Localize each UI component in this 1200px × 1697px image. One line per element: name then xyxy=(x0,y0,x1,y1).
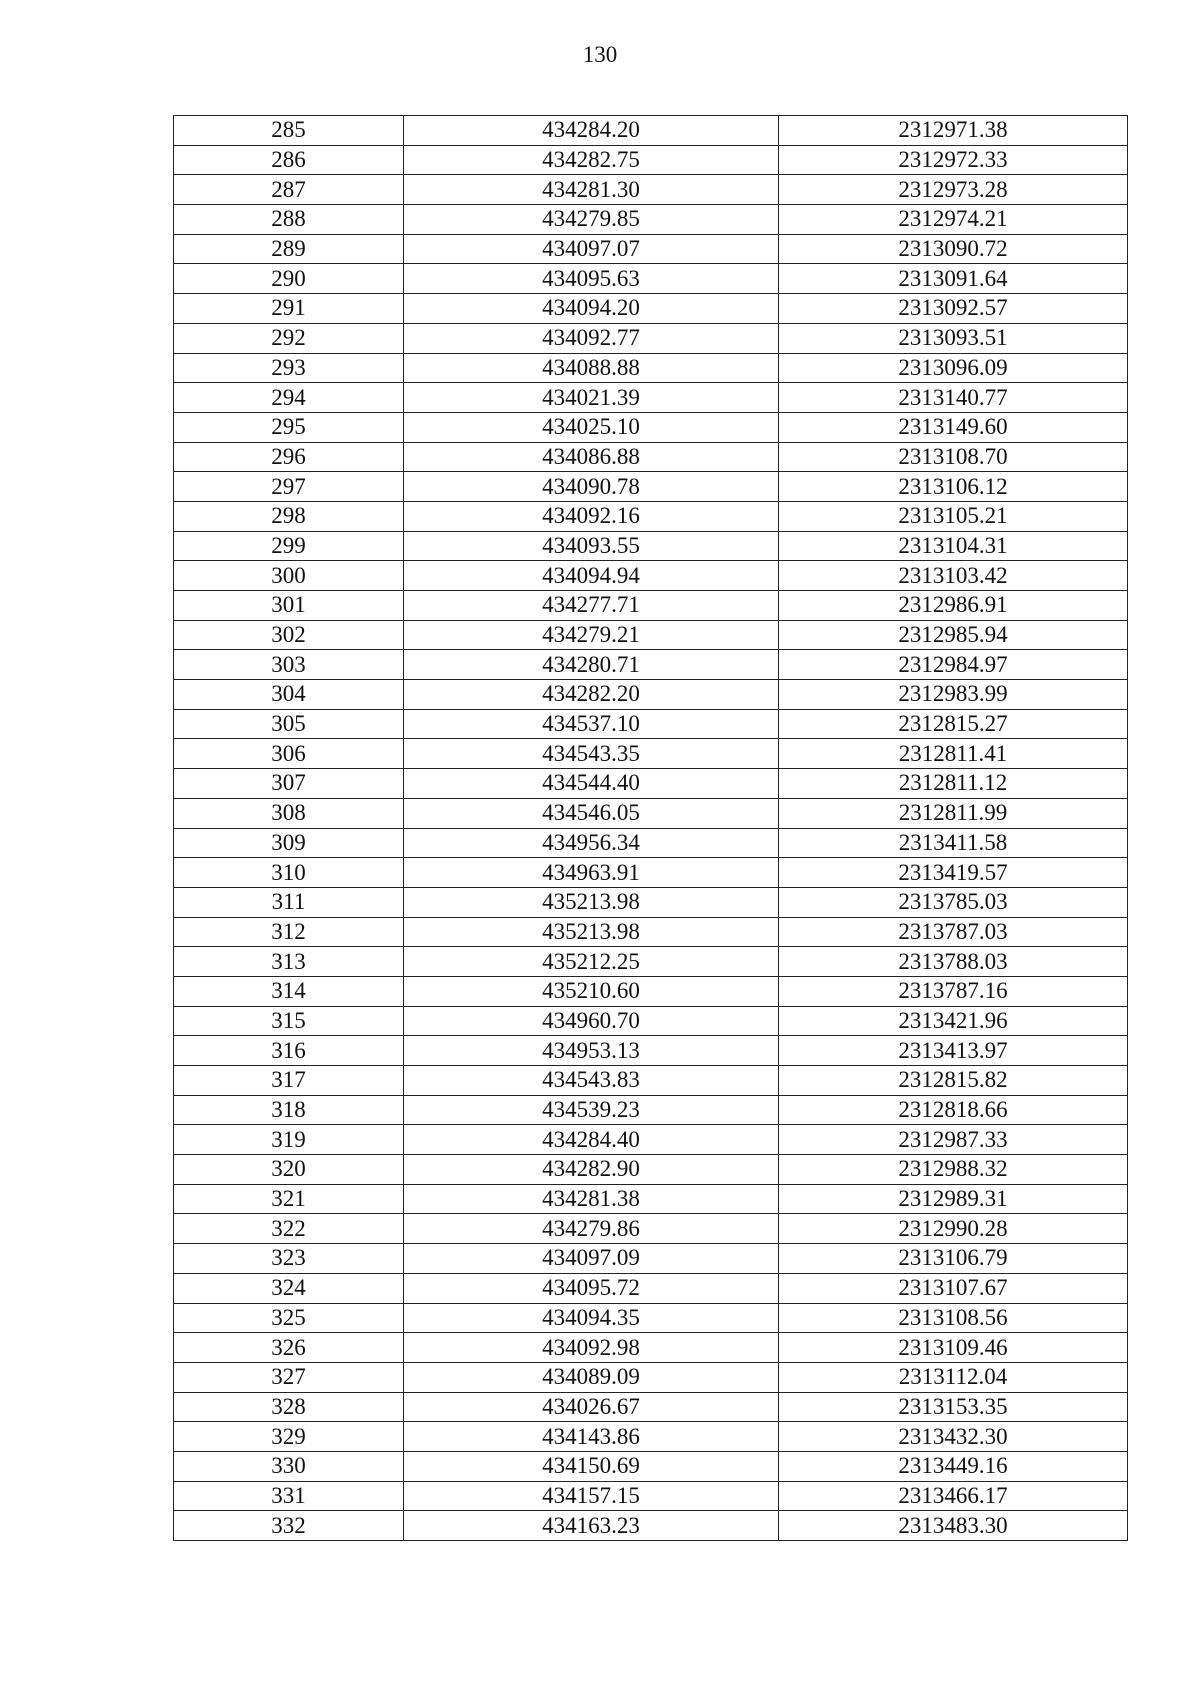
point-number-cell: 318 xyxy=(174,1095,404,1125)
y-coordinate-cell: 2313105.21 xyxy=(779,501,1128,531)
x-coordinate-cell: 434092.77 xyxy=(404,323,779,353)
y-coordinate-cell: 2313104.31 xyxy=(779,531,1128,561)
x-coordinate-cell: 434086.88 xyxy=(404,442,779,472)
point-number-cell: 293 xyxy=(174,353,404,383)
x-coordinate-cell: 434546.05 xyxy=(404,798,779,828)
x-coordinate-cell: 434963.91 xyxy=(404,858,779,888)
table-row xyxy=(174,1362,1128,1392)
table-row xyxy=(174,887,1128,917)
y-coordinate-cell: 2312986.91 xyxy=(779,591,1128,621)
x-coordinate-cell: 434960.70 xyxy=(404,1006,779,1036)
table-row xyxy=(174,1066,1128,1096)
x-coordinate-cell: 434282.75 xyxy=(404,145,779,175)
table-row xyxy=(174,294,1128,324)
x-coordinate-cell: 434281.30 xyxy=(404,175,779,205)
point-number-cell: 305 xyxy=(174,709,404,739)
x-coordinate-cell: 434279.21 xyxy=(404,620,779,650)
point-number-cell: 285 xyxy=(174,116,404,146)
table-row xyxy=(174,383,1128,413)
y-coordinate-cell: 2312988.32 xyxy=(779,1155,1128,1185)
x-coordinate-cell: 434088.88 xyxy=(404,353,779,383)
coordinate-table-body xyxy=(174,116,1128,1541)
y-coordinate-cell: 2313112.04 xyxy=(779,1362,1128,1392)
table-row xyxy=(174,680,1128,710)
x-coordinate-cell: 434090.78 xyxy=(404,472,779,502)
table-row xyxy=(174,620,1128,650)
table-row xyxy=(174,917,1128,947)
table-row xyxy=(174,1303,1128,1333)
point-number-cell: 299 xyxy=(174,531,404,561)
x-coordinate-cell: 434284.20 xyxy=(404,116,779,146)
point-number-cell: 302 xyxy=(174,620,404,650)
x-coordinate-cell: 435210.60 xyxy=(404,976,779,1006)
y-coordinate-cell: 2312973.28 xyxy=(779,175,1128,205)
x-coordinate-cell: 434094.94 xyxy=(404,561,779,591)
table-row xyxy=(174,234,1128,264)
y-coordinate-cell: 2313153.35 xyxy=(779,1392,1128,1422)
table-row xyxy=(174,1273,1128,1303)
y-coordinate-cell: 2312972.33 xyxy=(779,145,1128,175)
y-coordinate-cell: 2312815.82 xyxy=(779,1066,1128,1096)
table-row xyxy=(174,1451,1128,1481)
y-coordinate-cell: 2313466.17 xyxy=(779,1481,1128,1511)
y-coordinate-cell: 2313093.51 xyxy=(779,323,1128,353)
point-number-cell: 310 xyxy=(174,858,404,888)
point-number-cell: 294 xyxy=(174,383,404,413)
point-number-cell: 288 xyxy=(174,205,404,235)
x-coordinate-cell: 435212.25 xyxy=(404,947,779,977)
y-coordinate-cell: 2313096.09 xyxy=(779,353,1128,383)
y-coordinate-cell: 2312974.21 xyxy=(779,205,1128,235)
y-coordinate-cell: 2313091.64 xyxy=(779,264,1128,294)
table-row xyxy=(174,264,1128,294)
x-coordinate-cell: 434093.55 xyxy=(404,531,779,561)
table-row xyxy=(174,1155,1128,1185)
table-row xyxy=(174,353,1128,383)
x-coordinate-cell: 434094.35 xyxy=(404,1303,779,1333)
point-number-cell: 321 xyxy=(174,1184,404,1214)
point-number-cell: 324 xyxy=(174,1273,404,1303)
table-row xyxy=(174,175,1128,205)
point-number-cell: 289 xyxy=(174,234,404,264)
table-row xyxy=(174,709,1128,739)
point-number-cell: 322 xyxy=(174,1214,404,1244)
point-number-cell: 301 xyxy=(174,591,404,621)
y-coordinate-cell: 2313787.16 xyxy=(779,976,1128,1006)
point-number-cell: 316 xyxy=(174,1036,404,1066)
point-number-cell: 290 xyxy=(174,264,404,294)
y-coordinate-cell: 2313785.03 xyxy=(779,887,1128,917)
x-coordinate-cell: 434092.98 xyxy=(404,1333,779,1363)
table-row xyxy=(174,412,1128,442)
table-row xyxy=(174,205,1128,235)
x-coordinate-cell: 434150.69 xyxy=(404,1451,779,1481)
point-number-cell: 307 xyxy=(174,769,404,799)
x-coordinate-cell: 434277.71 xyxy=(404,591,779,621)
y-coordinate-cell: 2312811.41 xyxy=(779,739,1128,769)
table-row xyxy=(174,1006,1128,1036)
table-row xyxy=(174,650,1128,680)
point-number-cell: 304 xyxy=(174,680,404,710)
point-number-cell: 328 xyxy=(174,1392,404,1422)
point-number-cell: 313 xyxy=(174,947,404,977)
x-coordinate-cell: 434956.34 xyxy=(404,828,779,858)
point-number-cell: 320 xyxy=(174,1155,404,1185)
point-number-cell: 287 xyxy=(174,175,404,205)
page-number: 130 xyxy=(582,42,618,67)
x-coordinate-cell: 434281.38 xyxy=(404,1184,779,1214)
table-row xyxy=(174,145,1128,175)
point-number-cell: 292 xyxy=(174,323,404,353)
x-coordinate-cell: 434143.86 xyxy=(404,1422,779,1452)
y-coordinate-cell: 2313432.30 xyxy=(779,1422,1128,1452)
y-coordinate-cell: 2312990.28 xyxy=(779,1214,1128,1244)
y-coordinate-cell: 2313149.60 xyxy=(779,412,1128,442)
point-number-cell: 295 xyxy=(174,412,404,442)
x-coordinate-cell: 434284.40 xyxy=(404,1125,779,1155)
x-coordinate-cell: 434543.83 xyxy=(404,1066,779,1096)
point-number-cell: 331 xyxy=(174,1481,404,1511)
y-coordinate-cell: 2313140.77 xyxy=(779,383,1128,413)
x-coordinate-cell: 434279.86 xyxy=(404,1214,779,1244)
point-number-cell: 326 xyxy=(174,1333,404,1363)
y-coordinate-cell: 2312811.99 xyxy=(779,798,1128,828)
table-row xyxy=(174,828,1128,858)
point-number-cell: 317 xyxy=(174,1066,404,1096)
y-coordinate-cell: 2312983.99 xyxy=(779,680,1128,710)
table-row xyxy=(174,1036,1128,1066)
table-row xyxy=(174,769,1128,799)
y-coordinate-cell: 2313090.72 xyxy=(779,234,1128,264)
point-number-cell: 332 xyxy=(174,1511,404,1541)
table-row xyxy=(174,858,1128,888)
point-number-cell: 298 xyxy=(174,501,404,531)
y-coordinate-cell: 2312984.97 xyxy=(779,650,1128,680)
y-coordinate-cell: 2313108.70 xyxy=(779,442,1128,472)
point-number-cell: 300 xyxy=(174,561,404,591)
y-coordinate-cell: 2313109.46 xyxy=(779,1333,1128,1363)
point-number-cell: 315 xyxy=(174,1006,404,1036)
point-number-cell: 306 xyxy=(174,739,404,769)
x-coordinate-cell: 434282.20 xyxy=(404,680,779,710)
table-row xyxy=(174,116,1128,146)
point-number-cell: 311 xyxy=(174,887,404,917)
y-coordinate-cell: 2313787.03 xyxy=(779,917,1128,947)
table-row xyxy=(174,472,1128,502)
table-row xyxy=(174,1422,1128,1452)
table-row xyxy=(174,591,1128,621)
y-coordinate-cell: 2313788.03 xyxy=(779,947,1128,977)
y-coordinate-cell: 2313107.67 xyxy=(779,1273,1128,1303)
table-row xyxy=(174,442,1128,472)
y-coordinate-cell: 2313092.57 xyxy=(779,294,1128,324)
x-coordinate-cell: 434544.40 xyxy=(404,769,779,799)
point-number-cell: 309 xyxy=(174,828,404,858)
y-coordinate-cell: 2313108.56 xyxy=(779,1303,1128,1333)
table-row xyxy=(174,561,1128,591)
x-coordinate-cell: 435213.98 xyxy=(404,887,779,917)
table-row xyxy=(174,1333,1128,1363)
x-coordinate-cell: 434025.10 xyxy=(404,412,779,442)
y-coordinate-cell: 2313419.57 xyxy=(779,858,1128,888)
x-coordinate-cell: 434095.63 xyxy=(404,264,779,294)
table-row xyxy=(174,1392,1128,1422)
point-number-cell: 325 xyxy=(174,1303,404,1333)
x-coordinate-cell: 434953.13 xyxy=(404,1036,779,1066)
point-number-cell: 312 xyxy=(174,917,404,947)
table-row xyxy=(174,798,1128,828)
x-coordinate-cell: 434539.23 xyxy=(404,1095,779,1125)
y-coordinate-cell: 2313413.97 xyxy=(779,1036,1128,1066)
x-coordinate-cell: 435213.98 xyxy=(404,917,779,947)
point-number-cell: 319 xyxy=(174,1125,404,1155)
y-coordinate-cell: 2312818.66 xyxy=(779,1095,1128,1125)
point-number-cell: 297 xyxy=(174,472,404,502)
table-row xyxy=(174,1244,1128,1274)
point-number-cell: 314 xyxy=(174,976,404,1006)
x-coordinate-cell: 434089.09 xyxy=(404,1362,779,1392)
table-row xyxy=(174,1184,1128,1214)
y-coordinate-cell: 2313449.16 xyxy=(779,1451,1128,1481)
table-row xyxy=(174,1511,1128,1541)
coordinate-table xyxy=(173,115,1128,1541)
y-coordinate-cell: 2313411.58 xyxy=(779,828,1128,858)
x-coordinate-cell: 434543.35 xyxy=(404,739,779,769)
x-coordinate-cell: 434280.71 xyxy=(404,650,779,680)
table-row xyxy=(174,323,1128,353)
point-number-cell: 286 xyxy=(174,145,404,175)
x-coordinate-cell: 434157.15 xyxy=(404,1481,779,1511)
y-coordinate-cell: 2312971.38 xyxy=(779,116,1128,146)
x-coordinate-cell: 434097.09 xyxy=(404,1244,779,1274)
table-row xyxy=(174,1214,1128,1244)
y-coordinate-cell: 2313106.79 xyxy=(779,1244,1128,1274)
x-coordinate-cell: 434026.67 xyxy=(404,1392,779,1422)
table-row xyxy=(174,1095,1128,1125)
point-number-cell: 330 xyxy=(174,1451,404,1481)
point-number-cell: 308 xyxy=(174,798,404,828)
x-coordinate-cell: 434094.20 xyxy=(404,294,779,324)
point-number-cell: 291 xyxy=(174,294,404,324)
table-row xyxy=(174,947,1128,977)
y-coordinate-cell: 2312989.31 xyxy=(779,1184,1128,1214)
point-number-cell: 323 xyxy=(174,1244,404,1274)
y-coordinate-cell: 2312811.12 xyxy=(779,769,1128,799)
table-row xyxy=(174,531,1128,561)
x-coordinate-cell: 434163.23 xyxy=(404,1511,779,1541)
y-coordinate-cell: 2313106.12 xyxy=(779,472,1128,502)
table-row xyxy=(174,976,1128,1006)
x-coordinate-cell: 434097.07 xyxy=(404,234,779,264)
y-coordinate-cell: 2312987.33 xyxy=(779,1125,1128,1155)
point-number-cell: 303 xyxy=(174,650,404,680)
y-coordinate-cell: 2312985.94 xyxy=(779,620,1128,650)
x-coordinate-cell: 434095.72 xyxy=(404,1273,779,1303)
table-row xyxy=(174,1481,1128,1511)
point-number-cell: 327 xyxy=(174,1362,404,1392)
table-row xyxy=(174,501,1128,531)
x-coordinate-cell: 434092.16 xyxy=(404,501,779,531)
x-coordinate-cell: 434021.39 xyxy=(404,383,779,413)
y-coordinate-cell: 2313483.30 xyxy=(779,1511,1128,1541)
point-number-cell: 296 xyxy=(174,442,404,472)
x-coordinate-cell: 434537.10 xyxy=(404,709,779,739)
point-number-cell: 329 xyxy=(174,1422,404,1452)
table-row xyxy=(174,739,1128,769)
table-row xyxy=(174,1125,1128,1155)
y-coordinate-cell: 2313103.42 xyxy=(779,561,1128,591)
x-coordinate-cell: 434282.90 xyxy=(404,1155,779,1185)
y-coordinate-cell: 2313421.96 xyxy=(779,1006,1128,1036)
y-coordinate-cell: 2312815.27 xyxy=(779,709,1128,739)
x-coordinate-cell: 434279.85 xyxy=(404,205,779,235)
